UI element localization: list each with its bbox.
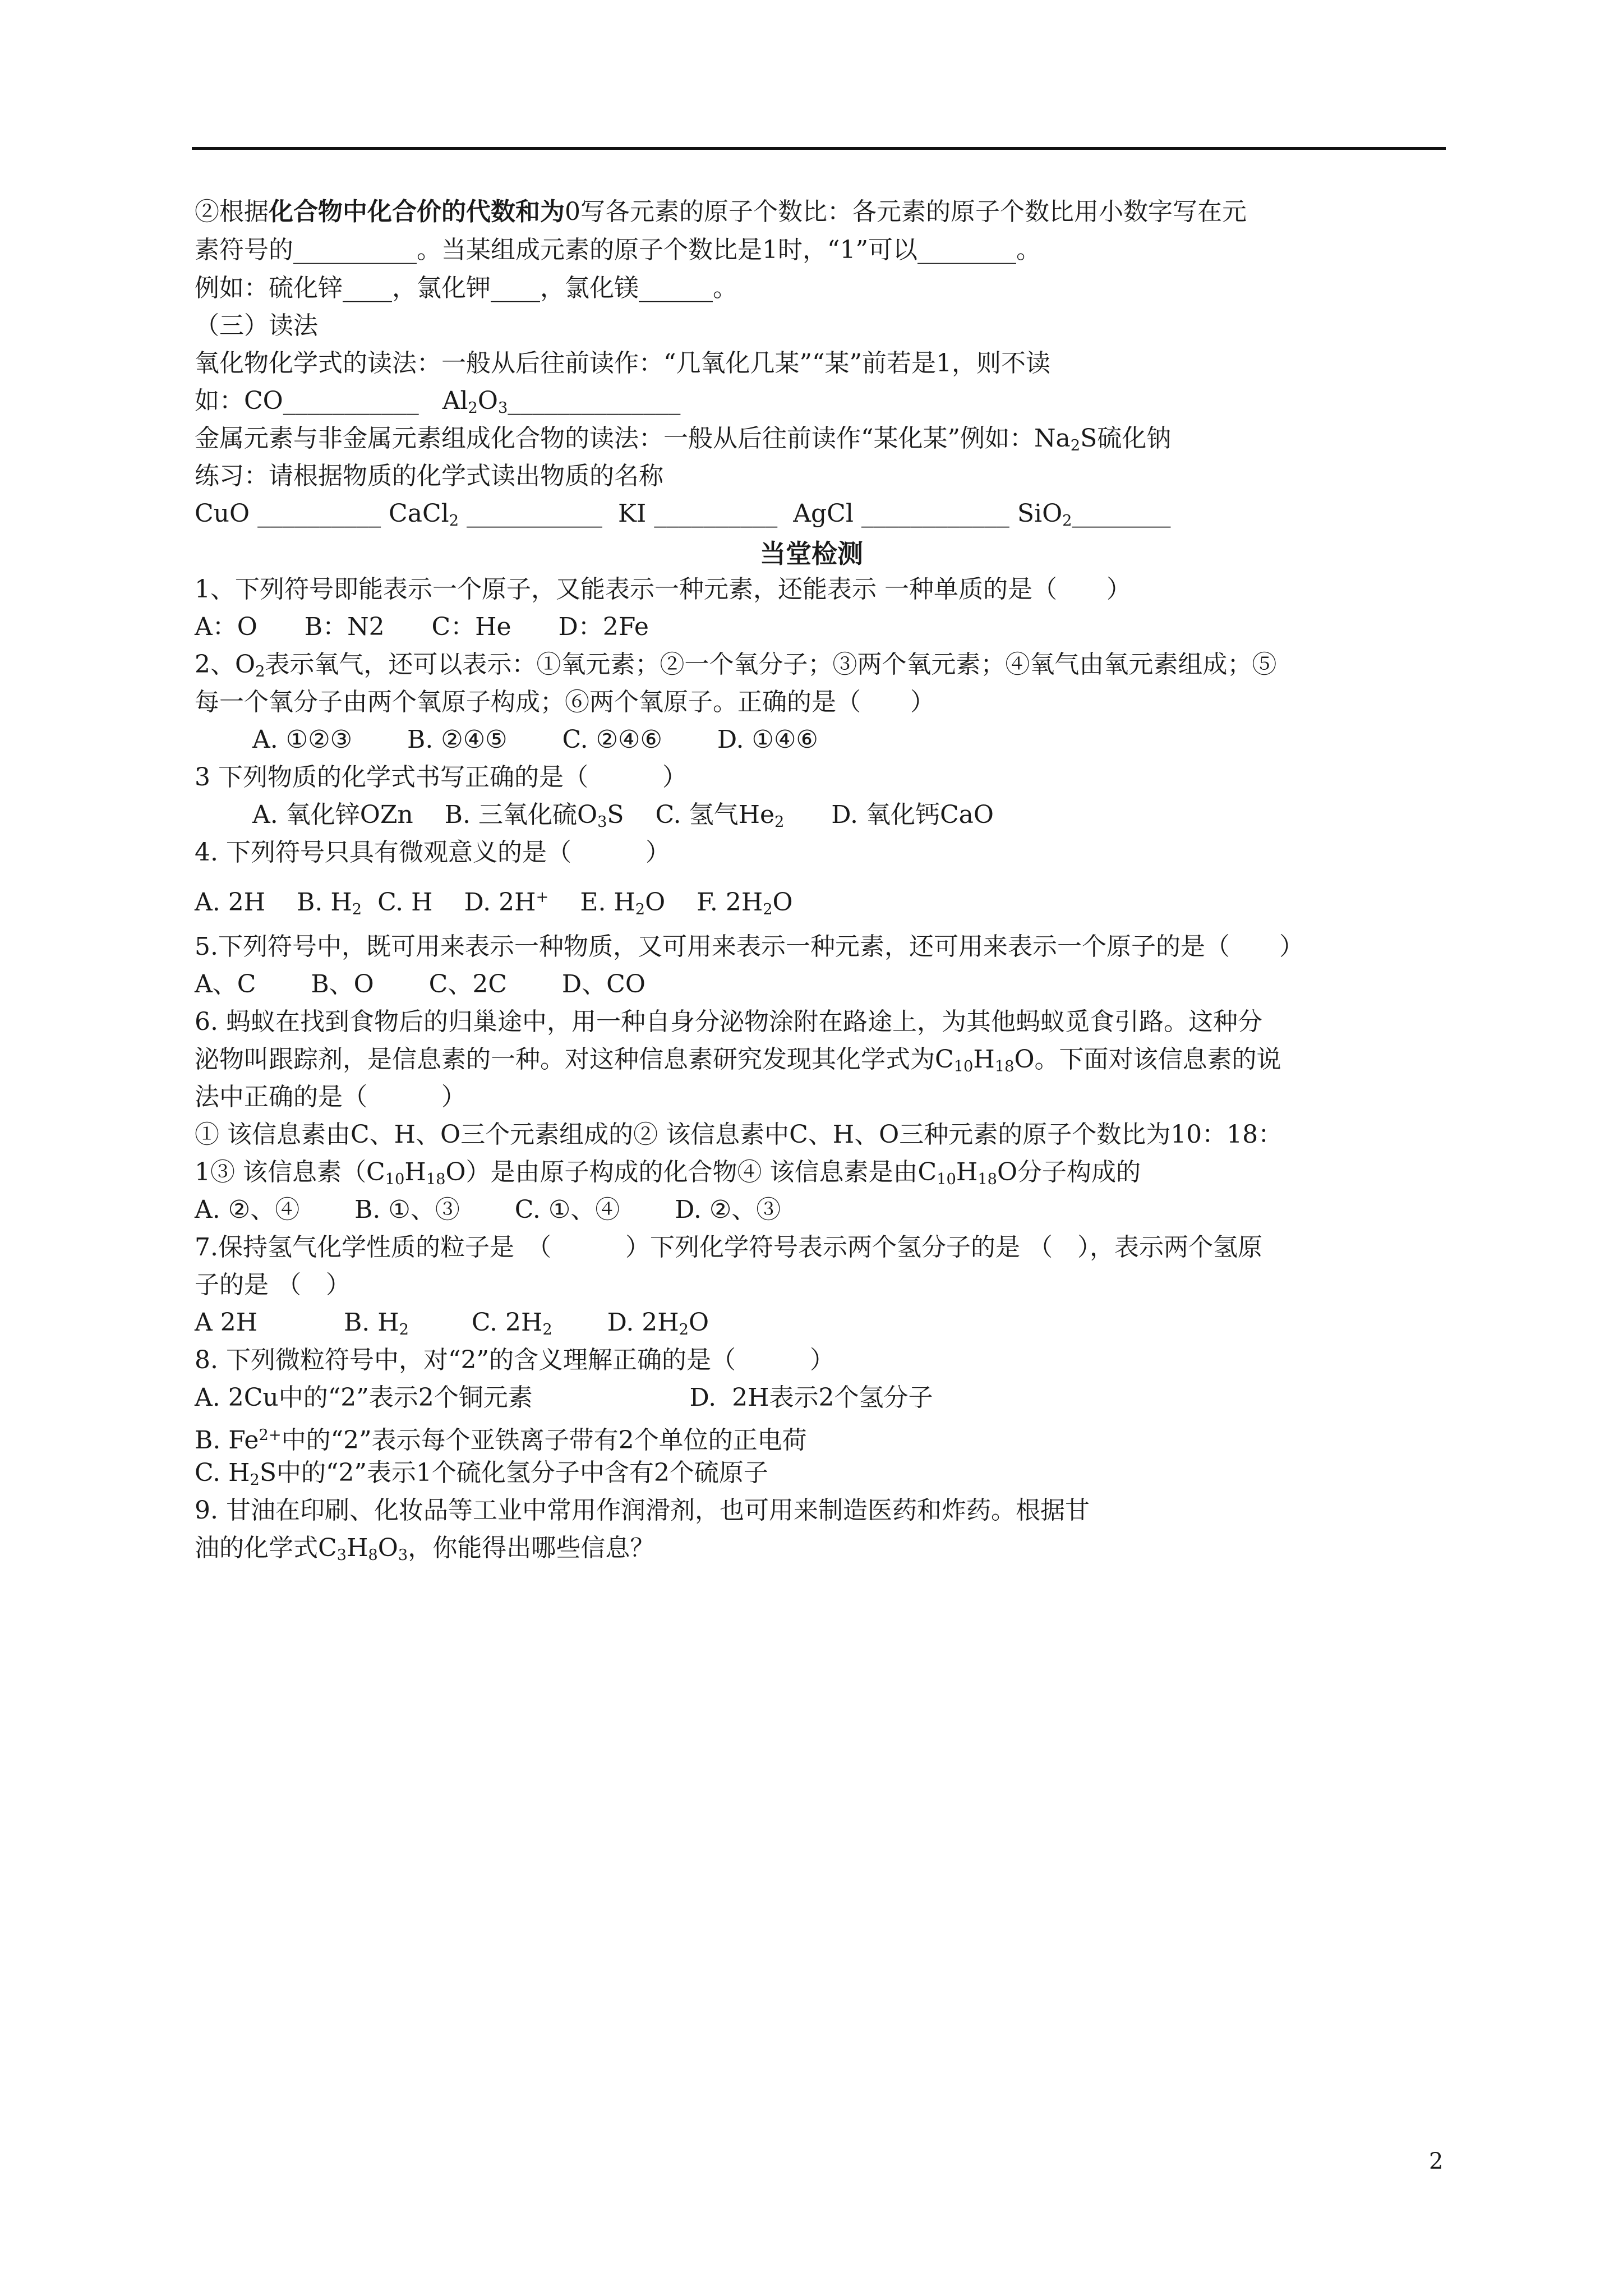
question-9: 9. 甘油在印刷、化妆品等工业中常用作润滑剂，也可用来制造医药和炸药。根据甘	[195, 1496, 1090, 1525]
question-9-cont: 油的化学式$C_3H_8O_3$，你能得出哪些信息？	[195, 1534, 655, 1564]
question-6-line-3: 法中正确的是（ ）	[195, 1083, 466, 1111]
question-8: 8. 下列微粒符号中，对“2”的含义理解正确的是（ ）	[195, 1346, 834, 1374]
question-3: 3 下列物质的化学式书写正确的是（ ）	[195, 763, 687, 792]
question-1-options: A：O B：N2 C：He D：2Fe	[195, 613, 649, 641]
oxide-rule: 氧化物化学式的读法：一般从后往前读作：“几氧化几某”“某”前若是1，则不读	[195, 349, 1050, 378]
question-8-option-b: B. $Fe^{2+}$中的“2”表示每个亚铁离子带有2个单位的正电荷	[195, 1426, 807, 1455]
question-4-options: A. 2H B. $H_2$ C. H D. 2H+ E. $H_2O$ F. $2H_2O$	[195, 888, 793, 918]
example-line: 例如：硫化锌____，氯化钾____，氯化镁______。	[195, 274, 737, 302]
question-1: 1、下列符号即能表示一个原子，又能表示一种元素，还能表示 一种单质的是（ ）	[195, 575, 1131, 604]
question-5: 5.下列符号中，既可用来表示一种物质，又可用来表示一种元素，还可用来表示一个原子的是（ ）	[195, 932, 1304, 961]
question-3-options: A. 氧化锌OZn B. 三氧化硫$O_3S$ C. 氢气$He_2$ D. 氧化钙CaO	[252, 800, 994, 831]
question-4: 4. 下列符号只具有微观意义的是（ ）	[195, 838, 670, 867]
question-2: 2、$O_2$表示氧气，还可以表示：①氧元素；②一个氧分子；③两个氧元素；④氧气由氧元素组成；⑤	[195, 650, 1277, 680]
question-5-options: A、C B、O C、2C D、CO	[195, 970, 645, 999]
question-2-cont: 每一个氧分子由两个氧原子构成；⑥两个氧原子。正确的是（ ）	[195, 688, 935, 716]
question-8-option-c: C. $H_2S$中的“2”表示1个硫化氢分子中含有2个硫原子	[195, 1458, 768, 1489]
quiz-heading: 当堂检测	[760, 539, 863, 569]
oxide-example: 如：CO___________ $Al_2O_3\_\_\_\_\_\_\_\_\_\_\_\_\_\_$	[195, 386, 681, 417]
rule-line-1: ②根据化合物中化合价的代数和为0写各元素的原子个数比：各元素的原子个数比用小数字写在元	[195, 197, 1247, 226]
practice-items: CuO __________ CaCl$_2$ ___________ KI __________ AgCl ____________ SiO$_2$________	[195, 499, 1171, 530]
question-7-options: A 2H B. $H_2$ C. $2H_2$ D. $2H_2O$	[195, 1308, 709, 1338]
page-number: 2	[1429, 2148, 1444, 2174]
question-6-options: A. ②、④ B. ①、③ C. ①、④ D. ②、③	[195, 1195, 781, 1224]
header-rule	[192, 147, 1446, 150]
section-heading-reading: （三）读法	[195, 311, 318, 340]
question-6-statements: ① 该信息素由C、H、O三个元素组成的② 该信息素中C、H、O三种元素的原子个数比为10：18：	[195, 1120, 1283, 1149]
question-8-option-a-d: A. 2Cu中的“2”表示2个铜元素 D. 2H表示2个氢分子	[195, 1383, 933, 1412]
question-6: 6. 蚂蚁在找到食物后的归巢途中，用一种自身分泌物涂附在路途上，为其他蚂蚁觅食引路。这种分	[195, 1007, 1262, 1036]
rule-line-2: 素符号的__________。当某组成元素的原子个数比是1时，“1”可以________。	[195, 236, 1041, 264]
practice-prompt: 练习：请根据物质的化学式读出物质的名称	[195, 462, 663, 490]
question-7-cont: 子的是 （ ）	[195, 1271, 351, 1299]
question-6-line-2: 泌物叫跟踪剂，是信息素的一种。对这种信息素研究发现其化学式为$C_{10}H_{18}O$。下面对该信息素的说	[195, 1045, 1281, 1075]
metal-rule: 金属元素与非金属元素组成化合物的读法：一般从后往前读作“某化某”例如：$Na_2S$硫化钠	[195, 424, 1172, 454]
question-6-statements-cont: 1③ 该信息素$(C_{10}H_{18}O)$是由原子构成的化合物④ 该信息素是由$C_{10}H_{18}O$分子构成的	[195, 1158, 1141, 1188]
question-7: 7.保持氢气化学性质的粒子是 （ ）下列化学符号表示两个氢分子的是 （ ），表示两个氢原	[195, 1233, 1262, 1262]
bold-phrase: 化合物中化合价的代数和为	[269, 197, 565, 226]
question-2-options: A. ①②③ B. ②④⑤ C. ②④⑥ D. ①④⑥	[252, 725, 818, 754]
